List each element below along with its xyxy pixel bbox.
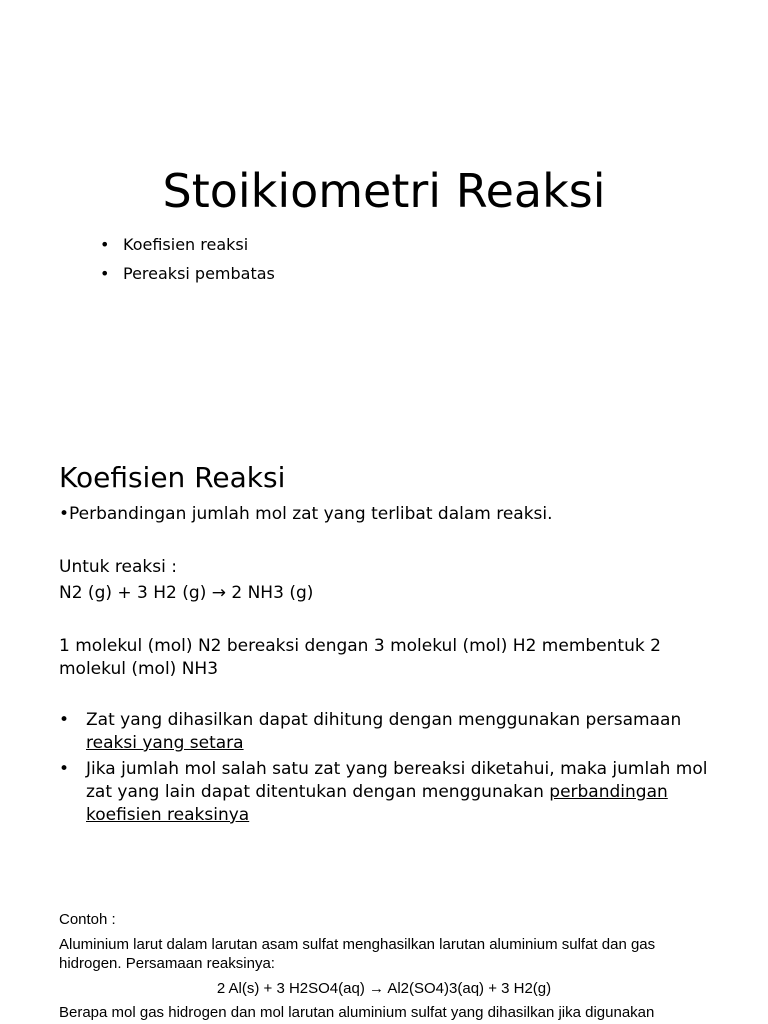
reaction-equation: N2 (g) + 3 H2 (g) → 2 NH3 (g) <box>59 583 314 603</box>
topic-list <box>100 230 275 288</box>
intro-text: Perbandingan jumlah mol zat yang terlibat dalam reaksi. <box>69 504 553 524</box>
points-list <box>59 709 709 830</box>
intro-bullet <box>59 503 553 526</box>
list-item <box>59 709 709 755</box>
example-question: Berapa mol gas hidrogen dan mol larutan aluminium sulfat yang dihasilkan jika digunakan <box>59 1004 655 1021</box>
point-underlined: perbandingan koefisien reaksinya <box>86 782 668 825</box>
bullet-icon: • <box>59 504 70 524</box>
section-title: Koefisien Reaksi <box>59 461 286 494</box>
point-underlined: reaksi yang setara <box>86 733 244 753</box>
example-equation: 2 Al(s) + 3 H2SO4(aq) → Al2(SO4)3(aq) + 3 H2(g) <box>216 980 552 997</box>
point-text: Jika jumlah mol salah satu zat yang bereaksi diketahui, maka jumlah mol zat yang lain dapat ditentukan dengan menggunakan <box>86 759 708 802</box>
example-description: Aluminium larut dalam larutan asam sulfat menghasilkan larutan aluminium sulfat dan gas hidrogen. Persamaan reaksinya: <box>59 936 656 972</box>
example-label: Contoh : <box>59 911 116 928</box>
slide-title: Stoikiometri Reaksi <box>162 164 606 218</box>
list-item: • Koefisien reaksi <box>100 230 275 259</box>
point-text: Zat yang dihasilkan dapat dihitung dengan menggunakan persamaan <box>86 710 682 730</box>
reaction-label: Untuk reaksi : <box>59 557 177 577</box>
list-item <box>59 758 709 827</box>
mole-ratio-text: 1 molekul (mol) N2 bereaksi dengan 3 molekul (mol) H2 membentuk 2 molekul (mol) NH3 <box>59 636 661 679</box>
list-item: • Pereaksi pembatas <box>100 259 275 288</box>
